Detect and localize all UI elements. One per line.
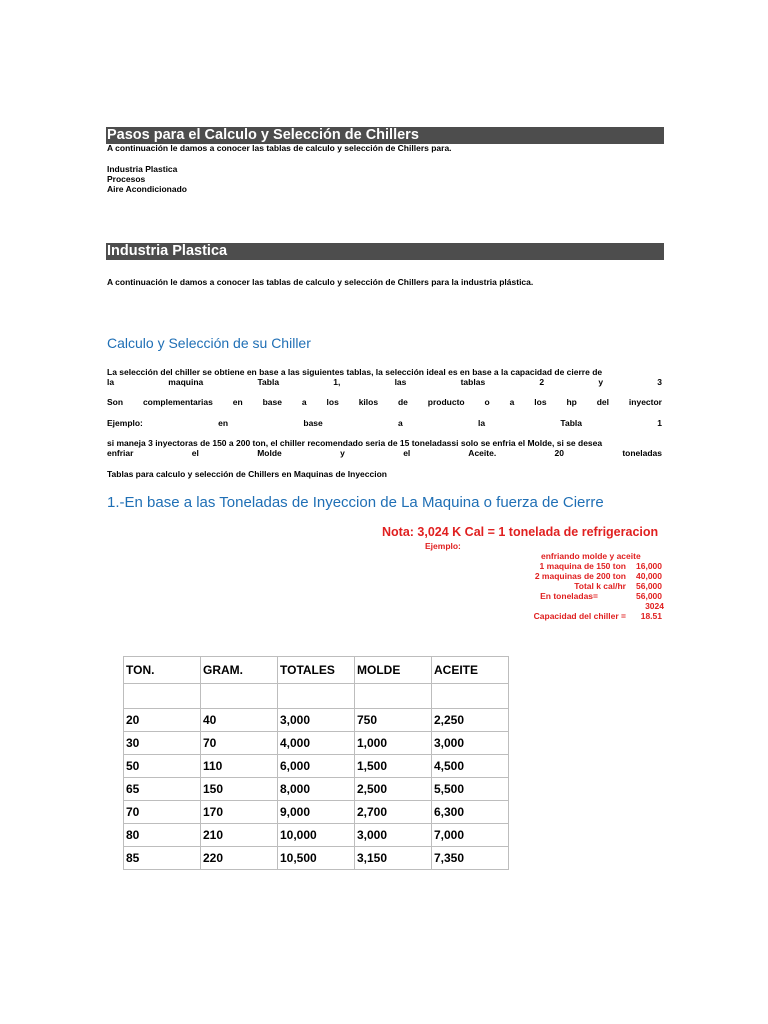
table-header-row xyxy=(124,657,509,684)
table-cell: 65 xyxy=(124,778,201,801)
table-row xyxy=(124,778,509,801)
tonnage-title: 1.-En base a las Toneladas de Inyeccion de La Maquina o fuerza de Cierre xyxy=(107,494,604,511)
table-cell: 1,000 xyxy=(355,732,432,755)
section-header-industria: Industria Plastica xyxy=(106,243,664,260)
pasos-list-item: Aire Acondicionado xyxy=(107,184,187,194)
table-cell: 5,500 xyxy=(432,778,509,801)
calculo-line: la maquina Tabla 1, las tablas 2 y 3 xyxy=(107,377,662,387)
table-cell: 3,000 xyxy=(355,824,432,847)
table-cell: 9,000 xyxy=(278,801,355,824)
ejemplo-row xyxy=(534,611,662,621)
calculo-line: Son complementarias en base a los kilos de producto o a los hp del inyector xyxy=(107,397,662,407)
ejemplo-label: Ejemplo: xyxy=(425,541,461,551)
tablas-line: Tablas para calculo y selección de Chillers en Maquinas de Inyeccion xyxy=(107,469,387,479)
table-row xyxy=(124,709,509,732)
ejemplo-row-value: 40,000 xyxy=(636,571,662,581)
ejemplo-row xyxy=(628,601,664,611)
table-cell: 70 xyxy=(124,801,201,824)
table-cell: 10,000 xyxy=(278,824,355,847)
table-cell: 4,500 xyxy=(432,755,509,778)
column-header: MOLDE xyxy=(355,657,432,684)
table-cell: 220 xyxy=(201,847,278,870)
table-cell: 7,000 xyxy=(432,824,509,847)
column-header: TON. xyxy=(124,657,201,684)
section-header-pasos: Pasos para el Calculo y Selección de Chillers xyxy=(106,127,664,144)
column-header: GRAM. xyxy=(201,657,278,684)
table-cell: 6,300 xyxy=(432,801,509,824)
table-cell: 20 xyxy=(124,709,201,732)
table-row xyxy=(124,824,509,847)
tonnage-table xyxy=(123,656,509,870)
table-row xyxy=(124,801,509,824)
ejemplo-row-label: Capacidad del chiller = xyxy=(533,611,626,621)
table-cell: 150 xyxy=(201,778,278,801)
table-cell: 6,000 xyxy=(278,755,355,778)
table-cell: 50 xyxy=(124,755,201,778)
table-cell: 4,000 xyxy=(278,732,355,755)
table-cell: 170 xyxy=(201,801,278,824)
ejemplo-row-label: En toneladas= xyxy=(540,591,598,601)
ejemplo-row-value: 18.51 xyxy=(640,611,662,621)
table-cell xyxy=(355,684,432,709)
table-cell: 80 xyxy=(124,824,201,847)
ejemplo-row-value: 16,000 xyxy=(636,561,662,571)
table-cell xyxy=(201,684,278,709)
ejemplo-row-value: 56,000 xyxy=(636,591,662,601)
pasos-list-item: Procesos xyxy=(107,174,146,184)
pasos-list-item: Industria Plastica xyxy=(107,164,178,174)
table-cell: 2,700 xyxy=(355,801,432,824)
table-cell: 85 xyxy=(124,847,201,870)
table-cell: 2,250 xyxy=(432,709,509,732)
table-cell: 7,350 xyxy=(432,847,509,870)
calculo-line: Ejemplo: en base a la Tabla 1 xyxy=(107,418,662,428)
table-cell: 750 xyxy=(355,709,432,732)
ejemplo-row xyxy=(574,581,662,591)
column-header: ACEITE xyxy=(432,657,509,684)
calculo-title: Calculo y Selección de su Chiller xyxy=(107,335,311,351)
table-cell: 3,150 xyxy=(355,847,432,870)
table-cell: 8,000 xyxy=(278,778,355,801)
industria-intro: A continuación le damos a conocer las tablas de calculo y selección de Chillers para la industria plástica. xyxy=(107,277,534,287)
table-row xyxy=(124,755,509,778)
table-cell: 3,000 xyxy=(278,709,355,732)
pasos-intro: A continuación le damos a conocer las tablas de calculo y selección de Chillers para. xyxy=(107,143,452,153)
calculo-line: La selección del chiller se obtiene en base a las siguientes tablas, la selección ideal es en base a la capacidad de cierre de xyxy=(107,367,603,377)
table-cell: 30 xyxy=(124,732,201,755)
table-cell: 40 xyxy=(201,709,278,732)
table-row xyxy=(124,732,509,755)
enfriando-label: enfriando molde y aceite xyxy=(541,551,641,561)
ejemplo-row xyxy=(540,561,662,571)
ejemplo-row-value: 56,000 xyxy=(636,581,662,591)
table-row xyxy=(124,847,509,870)
ejemplo-row-value: 3024 xyxy=(645,601,664,611)
ejemplo-row xyxy=(535,571,662,581)
ejemplo-row-label: 2 maquinas de 200 ton xyxy=(534,571,626,581)
table-cell xyxy=(432,684,509,709)
ejemplo-row xyxy=(540,591,662,601)
table-cell: 110 xyxy=(201,755,278,778)
table-cell: 3,000 xyxy=(432,732,509,755)
ejemplo-row-label: 1 maquina de 150 ton xyxy=(539,561,626,571)
column-header: TOTALES xyxy=(278,657,355,684)
nota-refrigeracion: Nota: 3,024 K Cal = 1 tonelada de refrigeracion xyxy=(382,525,659,539)
calculo-line: enfriar el Molde y el Aceite. 20 toneladas xyxy=(107,448,662,458)
table-cell: 1,500 xyxy=(355,755,432,778)
table-cell: 10,500 xyxy=(278,847,355,870)
table-cell: 70 xyxy=(201,732,278,755)
table-cell xyxy=(124,684,201,709)
table-cell: 210 xyxy=(201,824,278,847)
table-cell xyxy=(278,684,355,709)
table-cell: 2,500 xyxy=(355,778,432,801)
ejemplo-row-label: Total k cal/hr xyxy=(574,581,626,591)
calculo-line: si maneja 3 inyectoras de 150 a 200 ton, el chiller recomendado seria de 15 toneladassi solo se enfria el Molde, si se desea xyxy=(107,438,603,448)
table-empty-row xyxy=(124,684,509,709)
